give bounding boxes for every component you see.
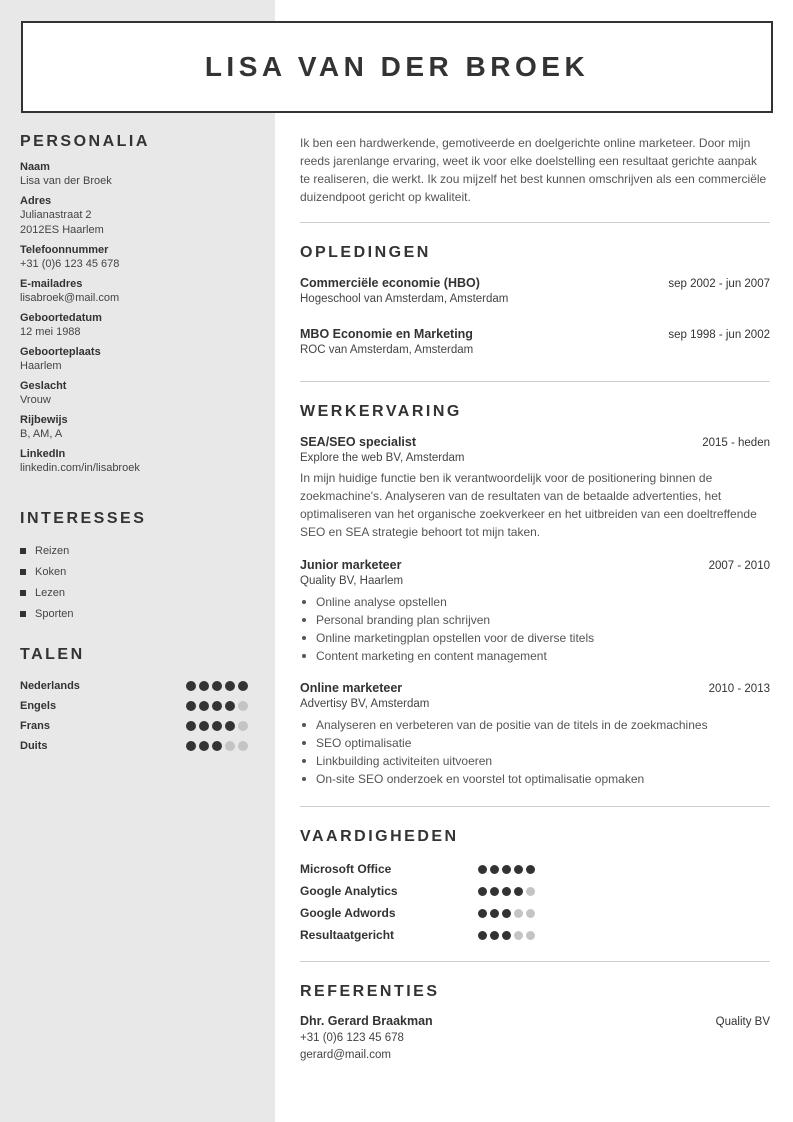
divider (300, 806, 770, 807)
skill-row: Resultaatgericht (300, 924, 560, 946)
reference-entry: Dhr. Gerard Braakman Quality BV +31 (0)6 123 45 678 gerard@mail.com (300, 1014, 770, 1061)
rating-dots (478, 887, 535, 896)
filled-dot-icon (478, 931, 487, 940)
vaardigheden-title: VAARDIGHEDEN (300, 828, 459, 845)
work-entry: Junior marketeer 2007 - 2010 Quality BV, Haarlem Online analyse opstellen Personal branding plan schrijven Online marketingplan opstellen voor de diverse titels Content marketing en content management (300, 558, 770, 663)
rating-dots (186, 721, 248, 731)
skill-row: Google Analytics (300, 880, 560, 902)
work-entry: SEA/SEO specialist 2015 - heden Explore the web BV, Amsterdam In mijn huidige functie ben ik verantwoordelijk voor de positionering binnen de zoekmachine's. Analyseren van de resultaten van de betaalde advertenties, het optimaliseren van het organische zoekverkeer en het uitbreiden van een doeltreffende SEO en SEA strategie behoort tot mijn taken. (300, 435, 770, 539)
rating-dots (186, 701, 248, 711)
filled-dot-icon (186, 741, 196, 751)
rating-dots (186, 681, 248, 691)
talen-title: TALEN (20, 646, 85, 663)
field-linkedin: LinkedIn linkedin.com/in/lisabroek (20, 448, 140, 474)
filled-dot-icon (502, 931, 511, 940)
filled-dot-icon (225, 681, 235, 691)
field-geboortedatum: Geboortedatum 12 mei 1988 (20, 312, 102, 338)
square-bullet-icon (20, 569, 26, 575)
filled-dot-icon (225, 701, 235, 711)
filled-dot-icon (186, 701, 196, 711)
interesses-section (20, 510, 260, 624)
filled-dot-icon (502, 909, 511, 918)
filled-dot-icon (490, 865, 499, 874)
list-item: On-site SEO onderzoek en voorstel tot optimalisatie opmaken (300, 770, 770, 788)
filled-dot-icon (199, 701, 209, 711)
filled-dot-icon (526, 865, 535, 874)
empty-dot-icon (238, 741, 248, 751)
field-telefoon: Telefoonnummer +31 (0)6 123 45 678 (20, 244, 120, 270)
empty-dot-icon (526, 931, 535, 940)
filled-dot-icon (478, 865, 487, 874)
filled-dot-icon (199, 681, 209, 691)
education-entry: Commerciële economie (HBO) sep 2002 - jun 2007 Hogeschool van Amsterdam, Amsterdam (300, 276, 770, 305)
skill-row: Microsoft Office (300, 858, 560, 880)
skills-list (300, 858, 560, 946)
personalia-section (20, 133, 260, 476)
list-item: Analyseren en verbeteren van de positie van de titels in de zoekmachines (300, 716, 770, 734)
rating-dots (186, 741, 248, 751)
divider (300, 961, 770, 962)
full-name: LISA VAN DER BROEK (204, 51, 590, 82)
square-bullet-icon (20, 590, 26, 596)
list-item: Online analyse opstellen (300, 593, 770, 611)
field-naam: Naam Lisa van der Broek (20, 161, 112, 187)
empty-dot-icon (526, 909, 535, 918)
filled-dot-icon (478, 909, 487, 918)
empty-dot-icon (526, 887, 535, 896)
skill-row: Google Adwords (300, 902, 560, 924)
interesses-title: INTERESSES (20, 510, 147, 527)
talen-section (20, 646, 260, 756)
list-item: Koken (20, 561, 260, 582)
list-item: Sporten (20, 603, 260, 624)
empty-dot-icon (514, 931, 523, 940)
language-row: Engels (20, 696, 248, 716)
empty-dot-icon (238, 701, 248, 711)
profile-summary: Ik ben een hardwerkende, gemotiveerde en doelgerichte online marketeer. Door mijn reeds jarenlange ervaring, weet ik voor elke doelstelling een resultaat gerichte aanpak te realiseren, die werkt. Ik zou mijzelf het best kunnen omschrijven als een commerciële duizendpoot gericht op kwaliteit. (300, 136, 767, 204)
filled-dot-icon (199, 721, 209, 731)
filled-dot-icon (212, 681, 222, 691)
field-geboorteplaats: Geboorteplaats Haarlem (20, 346, 101, 372)
opleidingen-title: OPLEDINGEN (300, 244, 431, 261)
empty-dot-icon (514, 909, 523, 918)
filled-dot-icon (490, 909, 499, 918)
referenties-title: REFERENTIES (300, 983, 440, 1000)
divider (300, 381, 770, 382)
square-bullet-icon (20, 548, 26, 554)
list-item: Online marketingplan opstellen voor de diverse titels (300, 629, 770, 647)
field-email: E-mailadres lisabroek@mail.com (20, 278, 120, 304)
filled-dot-icon (238, 681, 248, 691)
filled-dot-icon (490, 931, 499, 940)
education-entry: MBO Economie en Marketing sep 1998 - jun 2002 ROC van Amsterdam, Amsterdam (300, 327, 770, 356)
language-row: Nederlands (20, 676, 248, 696)
filled-dot-icon (212, 741, 222, 751)
list-item: Lezen (20, 582, 260, 603)
square-bullet-icon (20, 611, 26, 617)
filled-dot-icon (186, 681, 196, 691)
rating-dots (478, 909, 535, 918)
filled-dot-icon (514, 887, 523, 896)
list-item: Personal branding plan schrijven (300, 611, 770, 629)
field-rijbewijs: Rijbewijs B, AM, A (20, 414, 68, 440)
list-item: Content marketing en content management (300, 647, 770, 665)
list-item: Reizen (20, 540, 260, 561)
rating-dots (478, 865, 535, 874)
field-geslacht: Geslacht Vrouw (20, 380, 67, 406)
empty-dot-icon (238, 721, 248, 731)
werkervaring-title: WERKERVARING (300, 403, 462, 420)
field-adres: Adres Julianastraat 2 2012ES Haarlem (20, 195, 104, 236)
filled-dot-icon (212, 721, 222, 731)
personalia-title: PERSONALIA (20, 133, 150, 150)
filled-dot-icon (186, 721, 196, 731)
filled-dot-icon (225, 721, 235, 731)
language-row: Frans (20, 716, 248, 736)
filled-dot-icon (478, 887, 487, 896)
filled-dot-icon (514, 865, 523, 874)
filled-dot-icon (212, 701, 222, 711)
language-row: Duits (20, 736, 248, 756)
empty-dot-icon (225, 741, 235, 751)
divider (300, 222, 770, 223)
filled-dot-icon (490, 887, 499, 896)
list-item: Linkbuilding activiteiten uitvoeren (300, 752, 770, 770)
list-item: SEO optimalisatie (300, 734, 770, 752)
name-header (21, 21, 773, 113)
work-entry: Online marketeer 2010 - 2013 Advertisy BV, Amsterdam Analyseren en verbeteren van de positie van de titels in de zoekmachines SEO optimalisatie Linkbuilding activiteiten uitvoeren On-site SEO onderzoek en voorstel tot optimalisatie opmaken (300, 681, 770, 786)
rating-dots (478, 931, 535, 940)
filled-dot-icon (502, 887, 511, 896)
filled-dot-icon (199, 741, 209, 751)
filled-dot-icon (502, 865, 511, 874)
